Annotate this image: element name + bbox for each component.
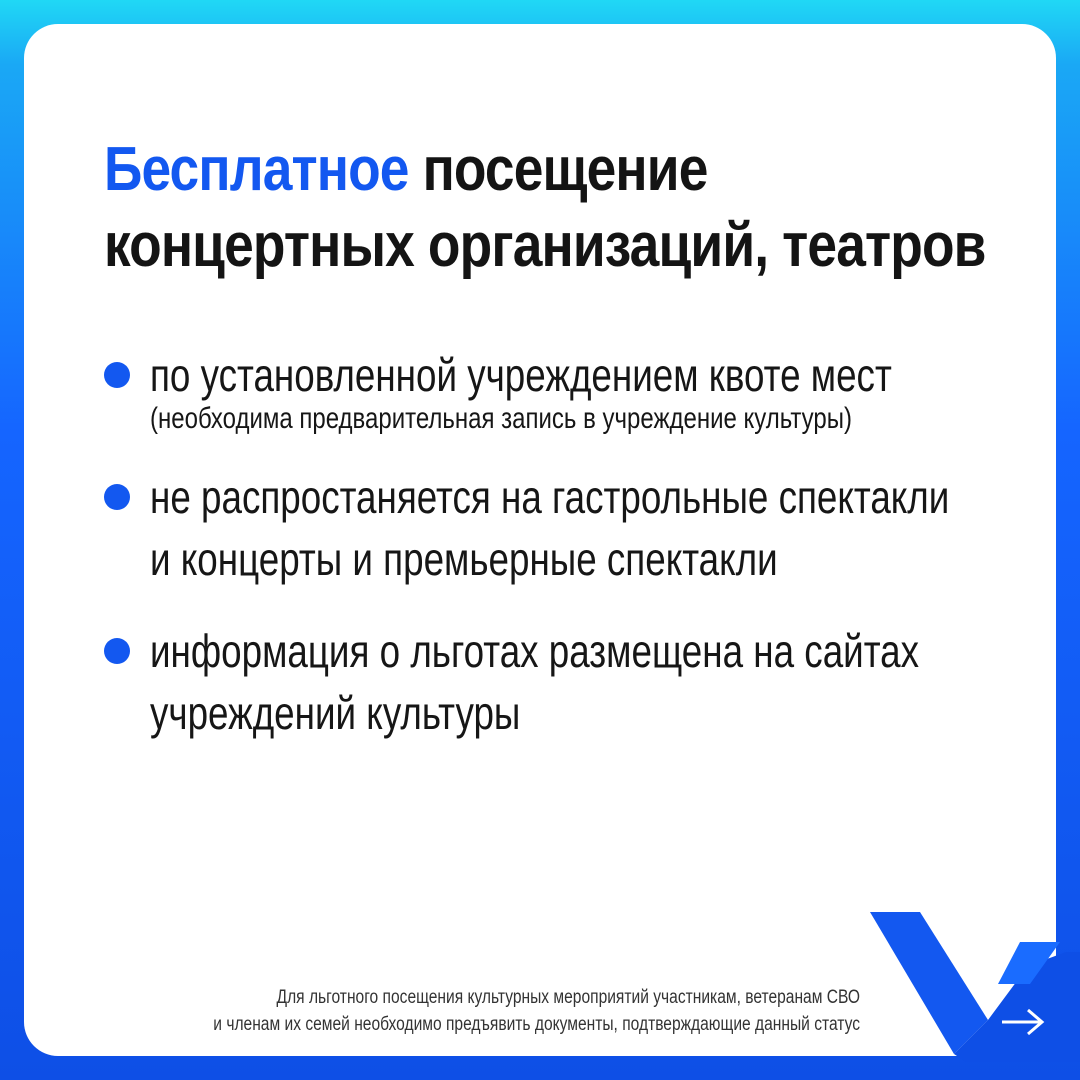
content-card <box>24 24 1056 1056</box>
footer-line-2: и членам их семей необходимо предъявить документы, подтверждающие данный статус <box>213 1014 860 1035</box>
list-item <box>104 466 1044 590</box>
bullet-dot-icon <box>104 484 130 510</box>
list-item <box>104 620 1044 744</box>
v-check-logo-icon <box>870 912 1080 1062</box>
bullet-note: (необходима предварительная запись в учреждение культуры) <box>150 402 852 435</box>
title-line2: концертных организаций, театров <box>104 211 986 280</box>
arrow-right-icon[interactable] <box>998 1002 1048 1042</box>
page-title <box>104 132 986 284</box>
bullet-list <box>104 344 1044 774</box>
bullet-text: не распростаняется на гастрольные спектакли и концерты и премьерные спектакли <box>150 471 950 585</box>
footer-line-1: Для льготного посещения культурных мероприятий участникам, ветеранам СВО <box>276 987 860 1008</box>
bullet-text: информация о льготах размещена на сайтах учреждений культуры <box>150 625 920 739</box>
list-item <box>104 344 1044 436</box>
bullet-text: по установленной учреждением квоте мест <box>150 349 892 401</box>
title-accent: Бесплатное <box>104 135 409 204</box>
bullet-dot-icon <box>104 362 130 388</box>
bullet-dot-icon <box>104 638 130 664</box>
title-line1-rest: посещение <box>408 135 708 204</box>
footer-disclaimer <box>24 984 860 1038</box>
